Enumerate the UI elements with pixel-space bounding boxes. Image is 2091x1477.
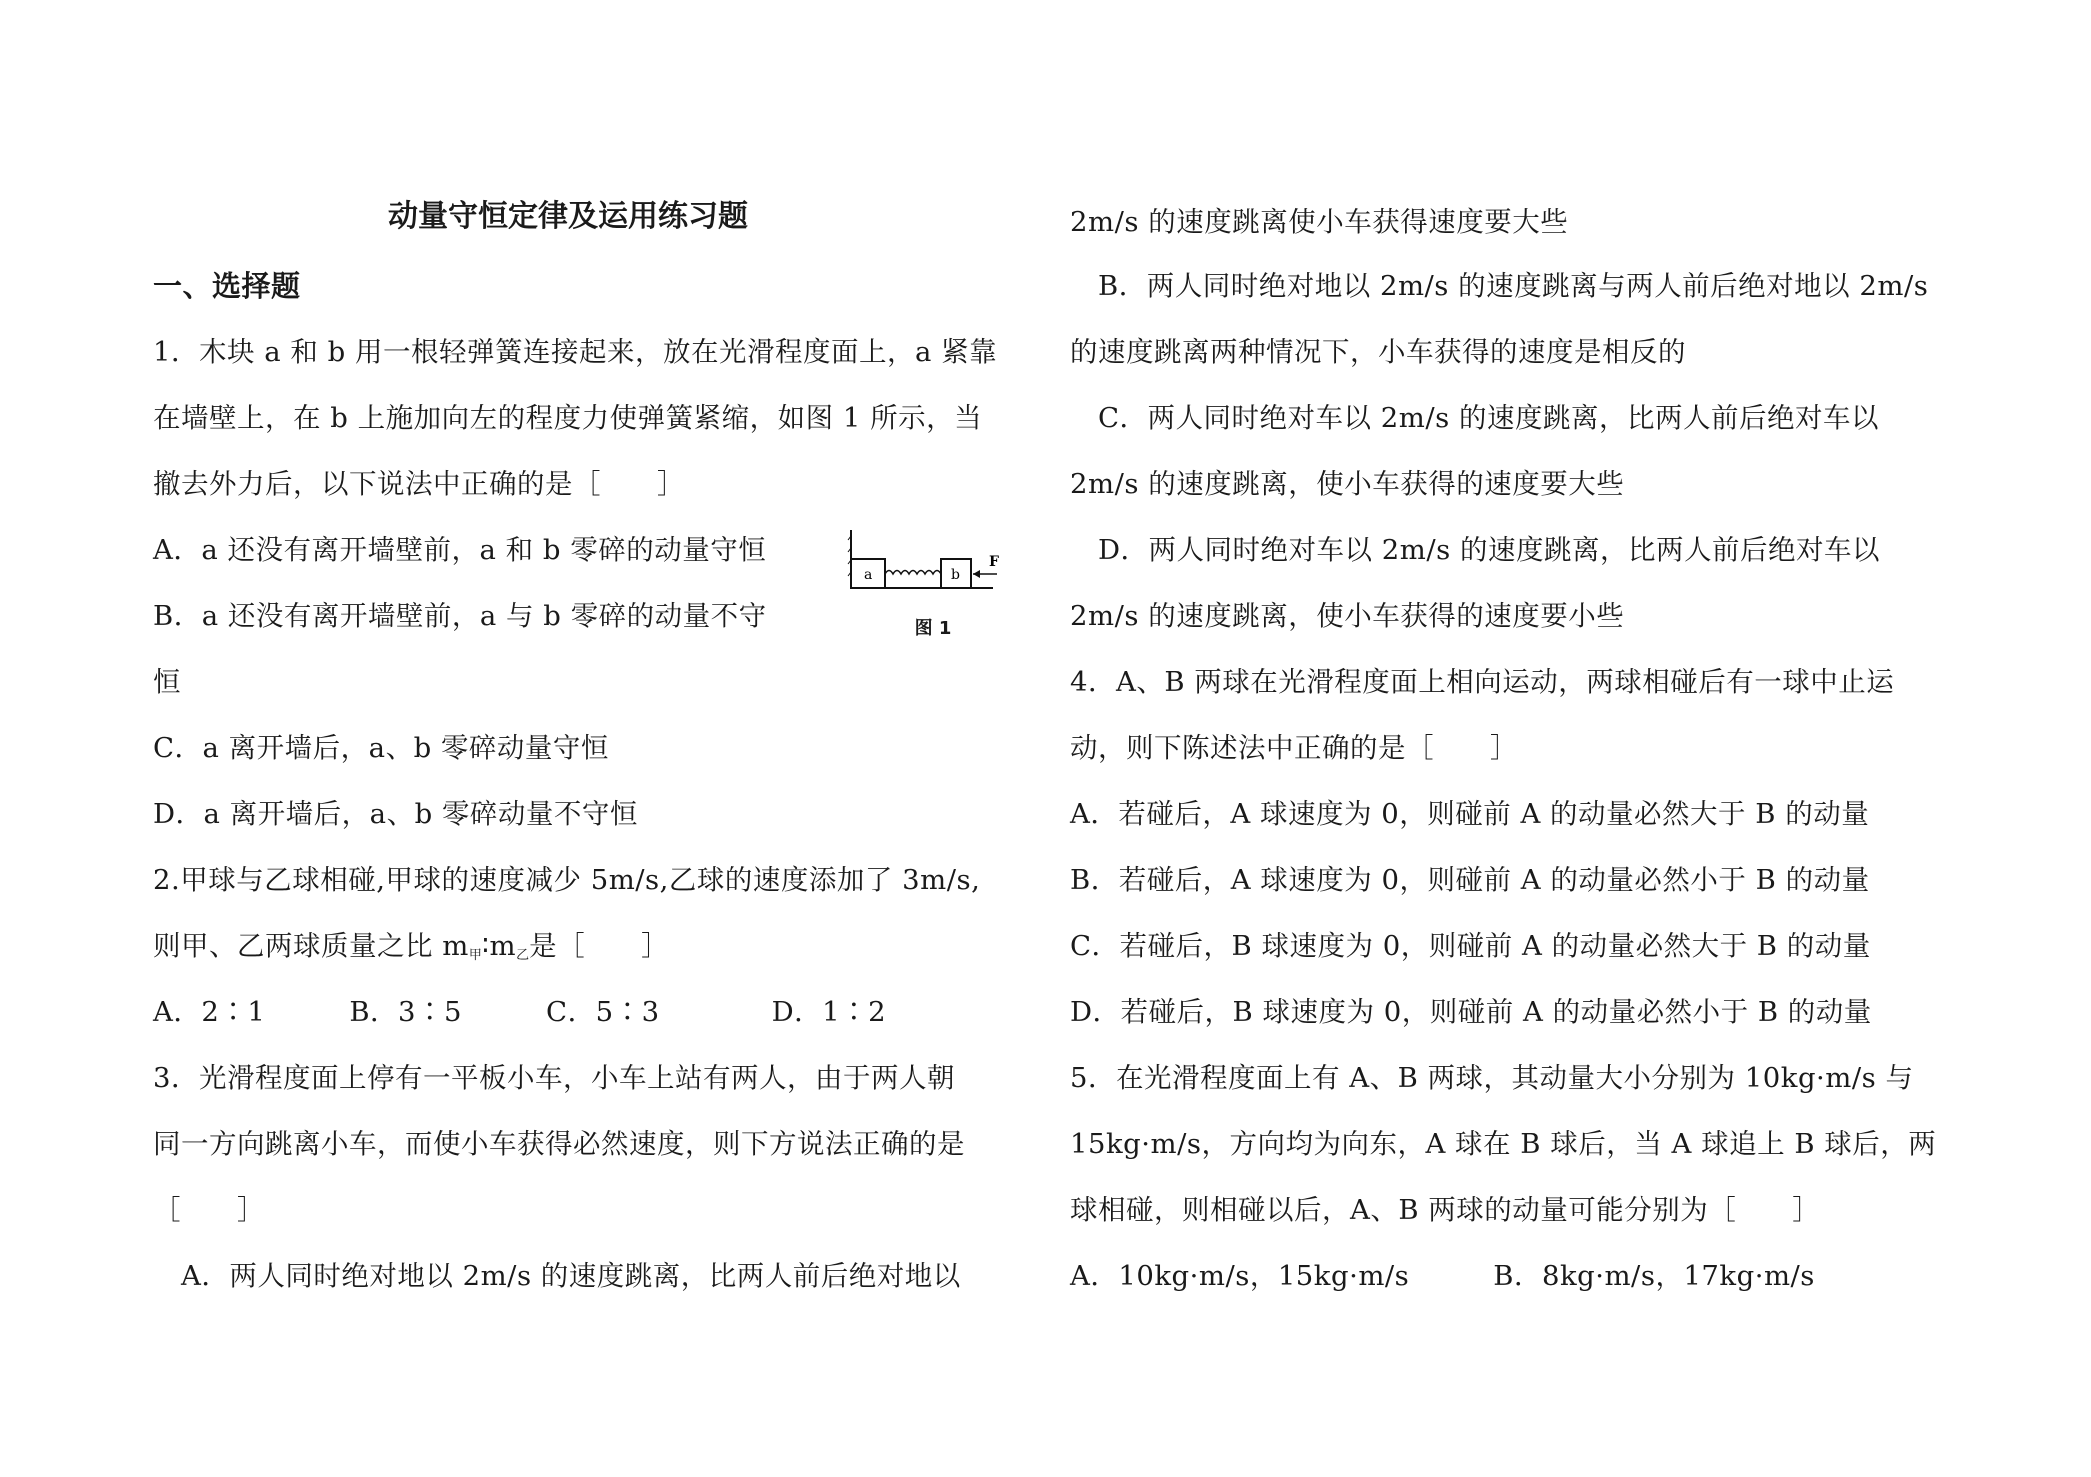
q2-options: A．2∶1 B．3∶5 C．5∶3 D．1∶2 bbox=[153, 996, 887, 1028]
q1-line-3: 撤去外力后，以下说法中正确的是［ ］ bbox=[153, 468, 685, 500]
q2-line-2-before: 则甲、乙两球质量之比 m bbox=[153, 930, 469, 962]
q1-option-d: D．a 离开墙后，a、b 零碎动量不守恒 bbox=[153, 798, 638, 830]
q3-option-c: C．两人同时绝对车以 2m/s 的速度跳离，比两人前后绝对车以 bbox=[1070, 402, 1879, 434]
q3-option-b: B．两人同时绝对地以 2m/s 的速度跳离与两人前后绝对地以 2m/s bbox=[1070, 270, 1929, 302]
spring-diagram bbox=[843, 526, 1023, 616]
q4-option-a: A．若碰后，A 球速度为 0，则碰前 A 的动量必然大于 B 的动量 bbox=[1070, 798, 1870, 830]
q3-option-a: A．两人同时绝对地以 2m/s 的速度跳离，比两人前后绝对地以 bbox=[153, 1260, 961, 1292]
q3-option-d-cont: 2m/s 的速度跳离，使小车获得的速度要小些 bbox=[1070, 600, 1625, 632]
q1-option-a: A．a 还没有离开墙壁前，a 和 b 零碎的动量守恒 bbox=[153, 534, 767, 566]
page-title: 动量守恒定律及运用练习题 bbox=[388, 199, 748, 234]
q4-option-b: B．若碰后，A 球速度为 0，则碰前 A 的动量必然小于 B 的动量 bbox=[1070, 864, 1870, 896]
q2-line-1: 2.甲球与乙球相碰,甲球的速度减少 5m/s,乙球的速度添加了 3m/s, bbox=[153, 864, 981, 896]
q2-line-2-mid: ∶m bbox=[481, 930, 517, 962]
figure-caption: 图 1 bbox=[914, 618, 952, 639]
q1-option-b-cont: 恒 bbox=[153, 666, 181, 698]
q2-line-2-after: 是［ ］ bbox=[529, 930, 670, 962]
q3-line-2: 同一方向跳离小车，而使小车获得必然速度，则下方说法正确的是 bbox=[153, 1128, 965, 1160]
q3-option-b-cont: 的速度跳离两种情况下，小车获得的速度是相反的 bbox=[1070, 336, 1686, 368]
q4-option-d: D．若碰后，B 球速度为 0，则碰前 A 的动量必然小于 B 的动量 bbox=[1070, 996, 1872, 1028]
q2-sub-1: 甲 bbox=[468, 948, 482, 963]
q4-line-1: 4．A、B 两球在光滑程度面上相向运动，两球相碰后有一球中止运 bbox=[1070, 666, 1895, 698]
q1-line-2: 在墙壁上，在 b 上施加向左的程度力使弹簧紧缩，如图 1 所示，当 bbox=[153, 402, 983, 434]
spring bbox=[885, 571, 941, 575]
force-arrowhead bbox=[973, 570, 980, 578]
q1-option-b: B．a 还没有离开墙壁前，a 与 b 零碎的动量不守 bbox=[153, 600, 767, 632]
figure-1 bbox=[843, 526, 1023, 646]
q2-sub-2: 乙 bbox=[516, 948, 530, 963]
q3-option-a-cont: 2m/s 的速度跳离使小车获得速度要大些 bbox=[1070, 206, 1569, 238]
block-a-label: a bbox=[864, 567, 873, 583]
q4-option-c: C．若碰后，B 球速度为 0，则碰前 A 的动量必然大于 B 的动量 bbox=[1070, 930, 1871, 962]
block-b-label: b bbox=[951, 567, 960, 583]
section-heading: 一、选择题 bbox=[153, 269, 301, 303]
q1-line-1: 1．木块 a 和 b 用一根轻弹簧连接起来，放在光滑程度面上，a 紧靠 bbox=[153, 336, 998, 368]
q5-line-1: 5．在光滑程度面上有 A、B 两球，其动量大小分别为 10kg·m/s 与 bbox=[1070, 1062, 1914, 1094]
q5-line-3: 球相碰，则相碰以后，A、B 两球的动量可能分别为［ ］ bbox=[1070, 1194, 1821, 1226]
q5-line-2: 15kg·m/s，方向均为向东，A 球在 B 球后，当 A 球追上 B 球后，两 bbox=[1070, 1128, 1937, 1160]
force-label: F bbox=[989, 554, 999, 570]
q3-option-c-cont: 2m/s 的速度跳离，使小车获得的速度要大些 bbox=[1070, 468, 1625, 500]
q1-option-c: C．a 离开墙后，a、b 零碎动量守恒 bbox=[153, 732, 609, 764]
q2-line-2 bbox=[153, 926, 669, 976]
q3-line-1: 3．光滑程度面上停有一平板小车，小车上站有两人，由于两人朝 bbox=[153, 1062, 955, 1094]
q5-options-ab: A．10kg·m/s，15kg·m/s B．8kg·m/s，17kg·m/s bbox=[1070, 1260, 1815, 1292]
q4-line-2: 动，则下陈述法中正确的是［ ］ bbox=[1070, 732, 1518, 764]
q3-option-d: D．两人同时绝对车以 2m/s 的速度跳离，比两人前后绝对车以 bbox=[1070, 534, 1880, 566]
q3-line-3: ［ ］ bbox=[153, 1194, 265, 1226]
